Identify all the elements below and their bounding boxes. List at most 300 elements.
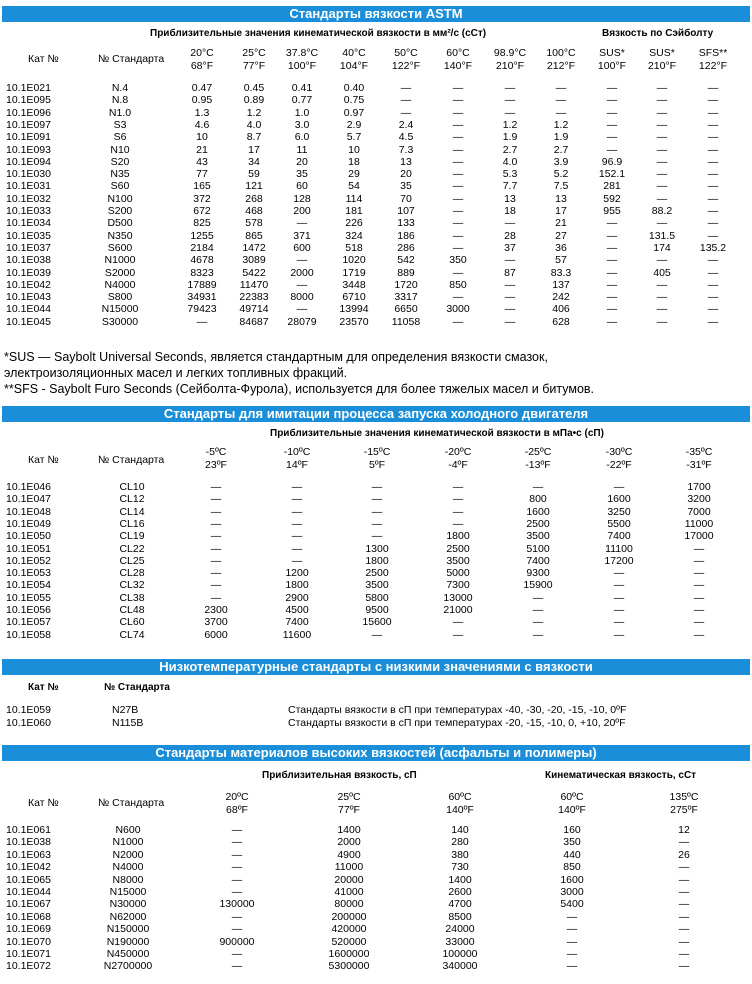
- value-cell: 1800: [446, 530, 470, 543]
- value-cell: —: [371, 628, 383, 641]
- value-cell: —: [606, 303, 618, 316]
- value-cell: —: [656, 94, 668, 107]
- value-cell: —: [452, 291, 464, 304]
- standard-name: N30000: [109, 898, 147, 911]
- value-cell: 2.7: [502, 143, 518, 156]
- value-cell: 520000: [331, 935, 367, 948]
- table-row: [0, 960, 752, 972]
- cat-number: 10.1E057: [6, 616, 51, 629]
- value-cell: 350: [563, 836, 581, 849]
- value-cell: —: [707, 315, 719, 328]
- value-cell: 27: [555, 229, 567, 242]
- temp-header-f: -13ºF: [525, 459, 551, 471]
- value-cell: —: [656, 118, 668, 131]
- value-cell: 20000: [334, 873, 364, 886]
- value-cell: —: [656, 168, 668, 181]
- value-cell: 2300: [204, 604, 228, 616]
- value-cell: —: [452, 82, 464, 94]
- table-row: [0, 316, 752, 328]
- value-cell: 350: [449, 254, 467, 267]
- value-cell: —: [231, 960, 243, 973]
- standard-name: N150000: [106, 923, 150, 936]
- temp-header: -15ºC: [363, 446, 391, 458]
- standard-name: N10: [110, 143, 130, 156]
- value-cell: 468: [245, 205, 263, 217]
- value-cell: —: [452, 266, 464, 279]
- standard-name: CL38: [119, 591, 145, 604]
- table-row: [0, 861, 752, 873]
- temp-header-f: 5ºF: [368, 459, 386, 471]
- value-cell: 10: [348, 143, 360, 156]
- value-cell: —: [452, 241, 464, 254]
- table-row: [0, 911, 752, 923]
- value-cell: —: [452, 192, 464, 205]
- value-cell: —: [707, 94, 719, 107]
- value-cell: 6.0: [294, 131, 310, 144]
- standard-name: CL19: [119, 530, 145, 543]
- standard-name: S6: [113, 131, 127, 144]
- value-cell: 628: [552, 315, 570, 328]
- temp-header: -5ºC: [205, 446, 227, 458]
- value-cell: 2000: [290, 266, 314, 279]
- value-cell: —: [532, 591, 544, 604]
- temp-header: 60°C: [446, 47, 470, 59]
- temp-header-f: 122°F: [391, 60, 421, 72]
- astm-std-label: № Стандарта: [98, 53, 165, 65]
- value-cell: 20: [400, 168, 412, 181]
- value-cell: —: [693, 579, 705, 592]
- cat-number: 10.1E096: [6, 106, 51, 119]
- astm-note-3: **SFS - Saybolt Furo Seconds (Сейболта-Фурола), используется для более тяжелых масел и битумов.: [4, 382, 595, 396]
- value-cell: 18: [504, 205, 516, 217]
- value-cell: 1.2: [553, 118, 569, 131]
- temp-header: SFS**: [698, 47, 728, 59]
- value-cell: —: [656, 192, 668, 205]
- standard-name: N15000: [109, 886, 147, 898]
- table-row: [0, 506, 752, 518]
- value-cell: —: [452, 94, 464, 107]
- standard-name: N350: [107, 229, 133, 242]
- value-cell: 1800: [365, 554, 389, 567]
- value-cell: 4.0: [502, 155, 518, 168]
- standard-name: N2000: [112, 848, 144, 861]
- standard-name: N8000: [112, 873, 144, 886]
- value-cell: —: [566, 960, 578, 973]
- value-cell: 2.7: [553, 143, 569, 156]
- value-cell: 49714: [239, 303, 269, 316]
- value-cell: 11000: [334, 861, 364, 874]
- value-cell: —: [656, 315, 668, 328]
- value-cell: —: [452, 315, 464, 328]
- value-cell: 1600: [560, 873, 584, 886]
- standard-name: CL25: [119, 554, 145, 567]
- value-cell: 865: [245, 229, 263, 242]
- value-cell: 140: [451, 824, 469, 836]
- value-cell: —: [452, 106, 464, 119]
- temp-header: -10ºC: [283, 446, 311, 458]
- value-cell: 2500: [365, 567, 389, 580]
- cold-section-title: Стандарты для имитации процесса запуска холодного двигателя: [2, 406, 750, 422]
- standard-name: N.8: [111, 94, 129, 107]
- value-cell: —: [693, 567, 705, 580]
- temp-header: 135ºC: [669, 791, 699, 803]
- value-cell: 420000: [331, 923, 367, 936]
- value-cell: 18: [348, 155, 360, 168]
- high-kin-header: Кинематическая вязкость, сСт: [545, 770, 697, 781]
- value-cell: 21: [196, 143, 208, 156]
- standard-name: S20: [110, 155, 130, 168]
- cat-number: 10.1E093: [6, 143, 51, 156]
- value-cell: 1472: [242, 241, 266, 254]
- value-cell: 578: [245, 217, 263, 230]
- value-cell: 1600: [526, 505, 550, 518]
- cat-number: 10.1E091: [6, 131, 51, 144]
- table-row: [0, 493, 752, 505]
- value-cell: 1200: [285, 567, 309, 580]
- value-cell: —: [555, 94, 567, 107]
- value-cell: 2.9: [346, 118, 362, 131]
- cat-number: 10.1E067: [6, 898, 51, 911]
- value-cell: —: [291, 517, 303, 530]
- value-cell: 1.2: [502, 118, 518, 131]
- table-row: [0, 616, 752, 628]
- cat-number: 10.1E032: [6, 192, 51, 205]
- value-cell: 730: [451, 861, 469, 874]
- value-cell: 186: [397, 229, 415, 242]
- temp-header: SUS*: [599, 47, 625, 59]
- cat-number: 10.1E048: [6, 505, 51, 518]
- value-cell: —: [291, 530, 303, 543]
- value-cell: 33000: [445, 935, 475, 948]
- standard-name: CL10: [119, 481, 145, 493]
- temp-header-f: 212°F: [546, 60, 576, 72]
- cat-number: 10.1E051: [6, 542, 51, 555]
- temp-header: 25ºC: [337, 791, 361, 803]
- low-section-title: Низкотемпературные стандарты с низкими значениями с вязкости: [2, 659, 750, 675]
- table-row: [0, 303, 752, 315]
- value-cell: 2.4: [398, 118, 414, 131]
- value-cell: 1.9: [553, 131, 569, 144]
- temp-header-f: 275ºF: [670, 804, 698, 816]
- cat-number: 10.1E037: [6, 241, 51, 254]
- value-cell: —: [606, 291, 618, 304]
- value-cell: 600: [293, 241, 311, 254]
- cat-number: 10.1E043: [6, 291, 51, 304]
- value-cell: 3500: [365, 579, 389, 592]
- value-cell: 5400: [560, 898, 584, 911]
- value-cell: 5422: [242, 266, 266, 279]
- standard-name: CL12: [119, 493, 145, 506]
- cat-number: 10.1E038: [6, 836, 51, 849]
- value-cell: —: [452, 155, 464, 168]
- value-cell: 70: [400, 192, 412, 205]
- temp-header: 37.8°C: [285, 47, 319, 59]
- value-cell: —: [210, 530, 222, 543]
- table-row: [0, 923, 752, 935]
- table-row: [0, 168, 752, 180]
- low-std-label: № Стандарта: [104, 682, 170, 693]
- standard-name: N15000: [101, 303, 139, 316]
- value-cell: 1.9: [502, 131, 518, 144]
- value-cell: 13: [555, 192, 567, 205]
- value-cell: —: [566, 935, 578, 948]
- value-cell: —: [707, 266, 719, 279]
- value-cell: 0.89: [243, 94, 265, 107]
- standard-name: S200: [107, 205, 133, 217]
- value-cell: 121: [245, 180, 263, 193]
- value-cell: —: [452, 143, 464, 156]
- value-cell: —: [656, 180, 668, 193]
- value-cell: 7.3: [398, 143, 414, 156]
- value-cell: 17889: [187, 278, 217, 291]
- value-cell: 4.6: [194, 118, 210, 131]
- standard-name: N4000: [104, 278, 136, 291]
- value-cell: 128: [293, 192, 311, 205]
- temp-header-f: 77ºF: [338, 804, 360, 816]
- value-cell: —: [291, 481, 303, 493]
- value-cell: —: [504, 278, 516, 291]
- value-cell: 800: [529, 493, 547, 506]
- cat-number: 10.1E033: [6, 205, 51, 217]
- cat-number: 10.1E050: [6, 530, 51, 543]
- value-cell: 405: [653, 266, 671, 279]
- high-section-title: Стандарты материалов высоких вязкостей (асфальты и полимеры): [2, 745, 750, 761]
- value-cell: —: [606, 278, 618, 291]
- value-cell: 100000: [442, 948, 478, 960]
- standard-name: S2000: [104, 266, 136, 279]
- value-cell: —: [613, 481, 625, 493]
- cat-number: 10.1E049: [6, 517, 51, 530]
- table-row: [0, 836, 752, 848]
- cat-number: 10.1E069: [6, 923, 51, 936]
- standard-name: N27B: [112, 704, 139, 716]
- value-cell: —: [210, 493, 222, 506]
- value-cell: —: [452, 229, 464, 242]
- value-cell: 4.0: [246, 118, 262, 131]
- value-cell: 84687: [239, 315, 269, 328]
- temp-header: -20ºC: [444, 446, 472, 458]
- value-cell: 1600000: [328, 948, 370, 960]
- value-cell: 592: [603, 192, 621, 205]
- value-cell: 5000: [446, 567, 470, 580]
- value-cell: —: [606, 229, 618, 242]
- value-cell: 8.7: [246, 131, 262, 144]
- value-cell: —: [452, 217, 464, 230]
- table-row: [0, 948, 752, 960]
- temp-header: 98.9°C: [493, 47, 527, 59]
- value-cell: 114: [345, 192, 363, 205]
- value-cell: 3448: [342, 278, 366, 291]
- value-cell: —: [452, 168, 464, 181]
- value-cell: 10: [196, 131, 208, 144]
- value-cell: 60: [296, 180, 308, 193]
- value-cell: 35: [400, 180, 412, 193]
- value-cell: 11100: [605, 542, 633, 555]
- value-cell: —: [532, 481, 544, 493]
- value-cell: 5.7: [346, 131, 362, 144]
- value-cell: 8000: [290, 291, 314, 304]
- value-cell: —: [452, 118, 464, 131]
- cat-number: 10.1E095: [6, 94, 51, 107]
- value-cell: 137: [552, 278, 570, 291]
- value-cell: 3.9: [553, 155, 569, 168]
- table-row: [0, 824, 752, 836]
- value-cell: 15900: [523, 579, 553, 592]
- table-row: [0, 518, 752, 530]
- value-cell: —: [656, 303, 668, 316]
- value-cell: —: [656, 143, 668, 156]
- value-cell: 21: [555, 217, 567, 230]
- value-cell: —: [656, 278, 668, 291]
- value-cell: 1700: [687, 481, 711, 493]
- value-cell: 135.2: [699, 241, 727, 254]
- table-row: [0, 119, 752, 131]
- temp-header: 20ºC: [225, 791, 249, 803]
- value-cell: —: [606, 94, 618, 107]
- value-cell: —: [452, 505, 464, 518]
- cat-number: 10.1E094: [6, 155, 51, 168]
- value-cell: 88.2: [651, 205, 673, 217]
- value-cell: 2184: [190, 241, 214, 254]
- value-cell: 825: [193, 217, 211, 230]
- value-cell: 0.95: [191, 94, 213, 107]
- table-row: [0, 144, 752, 156]
- value-cell: 955: [603, 205, 621, 217]
- temp-header-f: 210°F: [647, 60, 677, 72]
- value-cell: 286: [397, 241, 415, 254]
- cat-number: 10.1E031: [6, 180, 51, 193]
- value-cell: —: [555, 106, 567, 119]
- cold-header: Приблизительные значения кинематической вязкости в мПа•с (сП): [270, 428, 604, 439]
- value-cell: 8500: [448, 910, 472, 923]
- value-cell: 5.3: [502, 168, 518, 181]
- description: Стандарты вязкости в сП при температурах -20, -15, -10, 0, +10, 20ºF: [288, 716, 626, 729]
- cat-number: 10.1E045: [6, 315, 51, 328]
- value-cell: 850: [449, 278, 467, 291]
- temp-header: 60ºC: [560, 791, 584, 803]
- value-cell: 4900: [337, 848, 361, 861]
- value-cell: 5.2: [553, 168, 569, 181]
- table-row: [0, 604, 752, 616]
- value-cell: —: [504, 106, 516, 119]
- table-row: [0, 193, 752, 205]
- value-cell: —: [371, 530, 383, 543]
- value-cell: —: [613, 628, 625, 641]
- standard-name: N.4: [111, 82, 129, 94]
- value-cell: 11000: [684, 517, 714, 530]
- value-cell: —: [678, 836, 690, 849]
- table-row: [0, 629, 752, 641]
- cat-number: 10.1E042: [6, 861, 51, 874]
- value-cell: —: [504, 303, 516, 316]
- value-cell: 1.2: [246, 106, 262, 119]
- value-cell: —: [707, 291, 719, 304]
- cat-number: 10.1E054: [6, 579, 51, 592]
- table-row: [0, 217, 752, 229]
- standard-name: CL14: [119, 505, 145, 518]
- value-cell: 242: [552, 291, 570, 304]
- temp-header-f: 100°F: [287, 60, 317, 72]
- temp-header-f: 23ºF: [205, 459, 227, 471]
- table-row: [0, 567, 752, 579]
- value-cell: —: [693, 604, 705, 616]
- value-cell: —: [613, 591, 625, 604]
- value-cell: —: [291, 505, 303, 518]
- value-cell: 0.75: [343, 94, 365, 107]
- temp-header-f: 14ºF: [286, 459, 308, 471]
- value-cell: 107: [397, 205, 415, 217]
- value-cell: —: [678, 935, 690, 948]
- temp-header-f: -4ºF: [448, 459, 468, 471]
- value-cell: 7.5: [553, 180, 569, 193]
- standard-name: N1.0: [108, 106, 132, 119]
- high-std-label: № Стандарта: [98, 797, 165, 809]
- value-cell: 3000: [446, 303, 470, 316]
- table-row: [0, 156, 752, 168]
- value-cell: —: [678, 923, 690, 936]
- value-cell: —: [504, 217, 516, 230]
- table-row: [0, 230, 752, 242]
- value-cell: 181: [345, 205, 363, 217]
- value-cell: —: [707, 131, 719, 144]
- value-cell: 0.77: [291, 94, 313, 107]
- value-cell: 34931: [187, 291, 217, 304]
- value-cell: —: [693, 616, 705, 629]
- value-cell: —: [693, 554, 705, 567]
- value-cell: 11058: [391, 315, 421, 328]
- value-cell: 130000: [219, 898, 255, 911]
- value-cell: —: [678, 948, 690, 960]
- temp-header-f: 122°F: [698, 60, 728, 72]
- value-cell: 37: [504, 241, 516, 254]
- temp-header: 20°C: [190, 47, 214, 59]
- value-cell: —: [566, 923, 578, 936]
- value-cell: 900000: [219, 935, 255, 948]
- value-cell: —: [606, 82, 618, 94]
- value-cell: —: [656, 155, 668, 168]
- value-cell: —: [452, 131, 464, 144]
- cat-number: 10.1E044: [6, 886, 51, 898]
- value-cell: —: [606, 254, 618, 267]
- value-cell: 518: [345, 241, 363, 254]
- standard-name: N2700000: [103, 960, 153, 973]
- value-cell: 672: [193, 205, 211, 217]
- value-cell: 200000: [331, 910, 367, 923]
- value-cell: 29: [348, 168, 360, 181]
- cat-number: 10.1E035: [6, 229, 51, 242]
- value-cell: —: [678, 910, 690, 923]
- value-cell: —: [231, 873, 243, 886]
- value-cell: 2500: [446, 542, 470, 555]
- value-cell: —: [707, 180, 719, 193]
- standard-name: N115B: [112, 716, 144, 729]
- value-cell: 2000: [337, 836, 361, 849]
- value-cell: 4500: [285, 604, 309, 616]
- value-cell: 0.41: [291, 82, 313, 94]
- table-row: [0, 530, 752, 542]
- value-cell: 17200: [604, 554, 634, 567]
- standard-name: N190000: [106, 935, 150, 948]
- value-cell: 80000: [334, 898, 364, 911]
- value-cell: 131.5: [648, 229, 676, 242]
- value-cell: —: [707, 278, 719, 291]
- value-cell: —: [606, 217, 618, 230]
- table-row: [0, 874, 752, 886]
- value-cell: 8323: [190, 266, 214, 279]
- standard-name: S30000: [101, 315, 139, 328]
- value-cell: —: [613, 616, 625, 629]
- value-cell: —: [707, 168, 719, 181]
